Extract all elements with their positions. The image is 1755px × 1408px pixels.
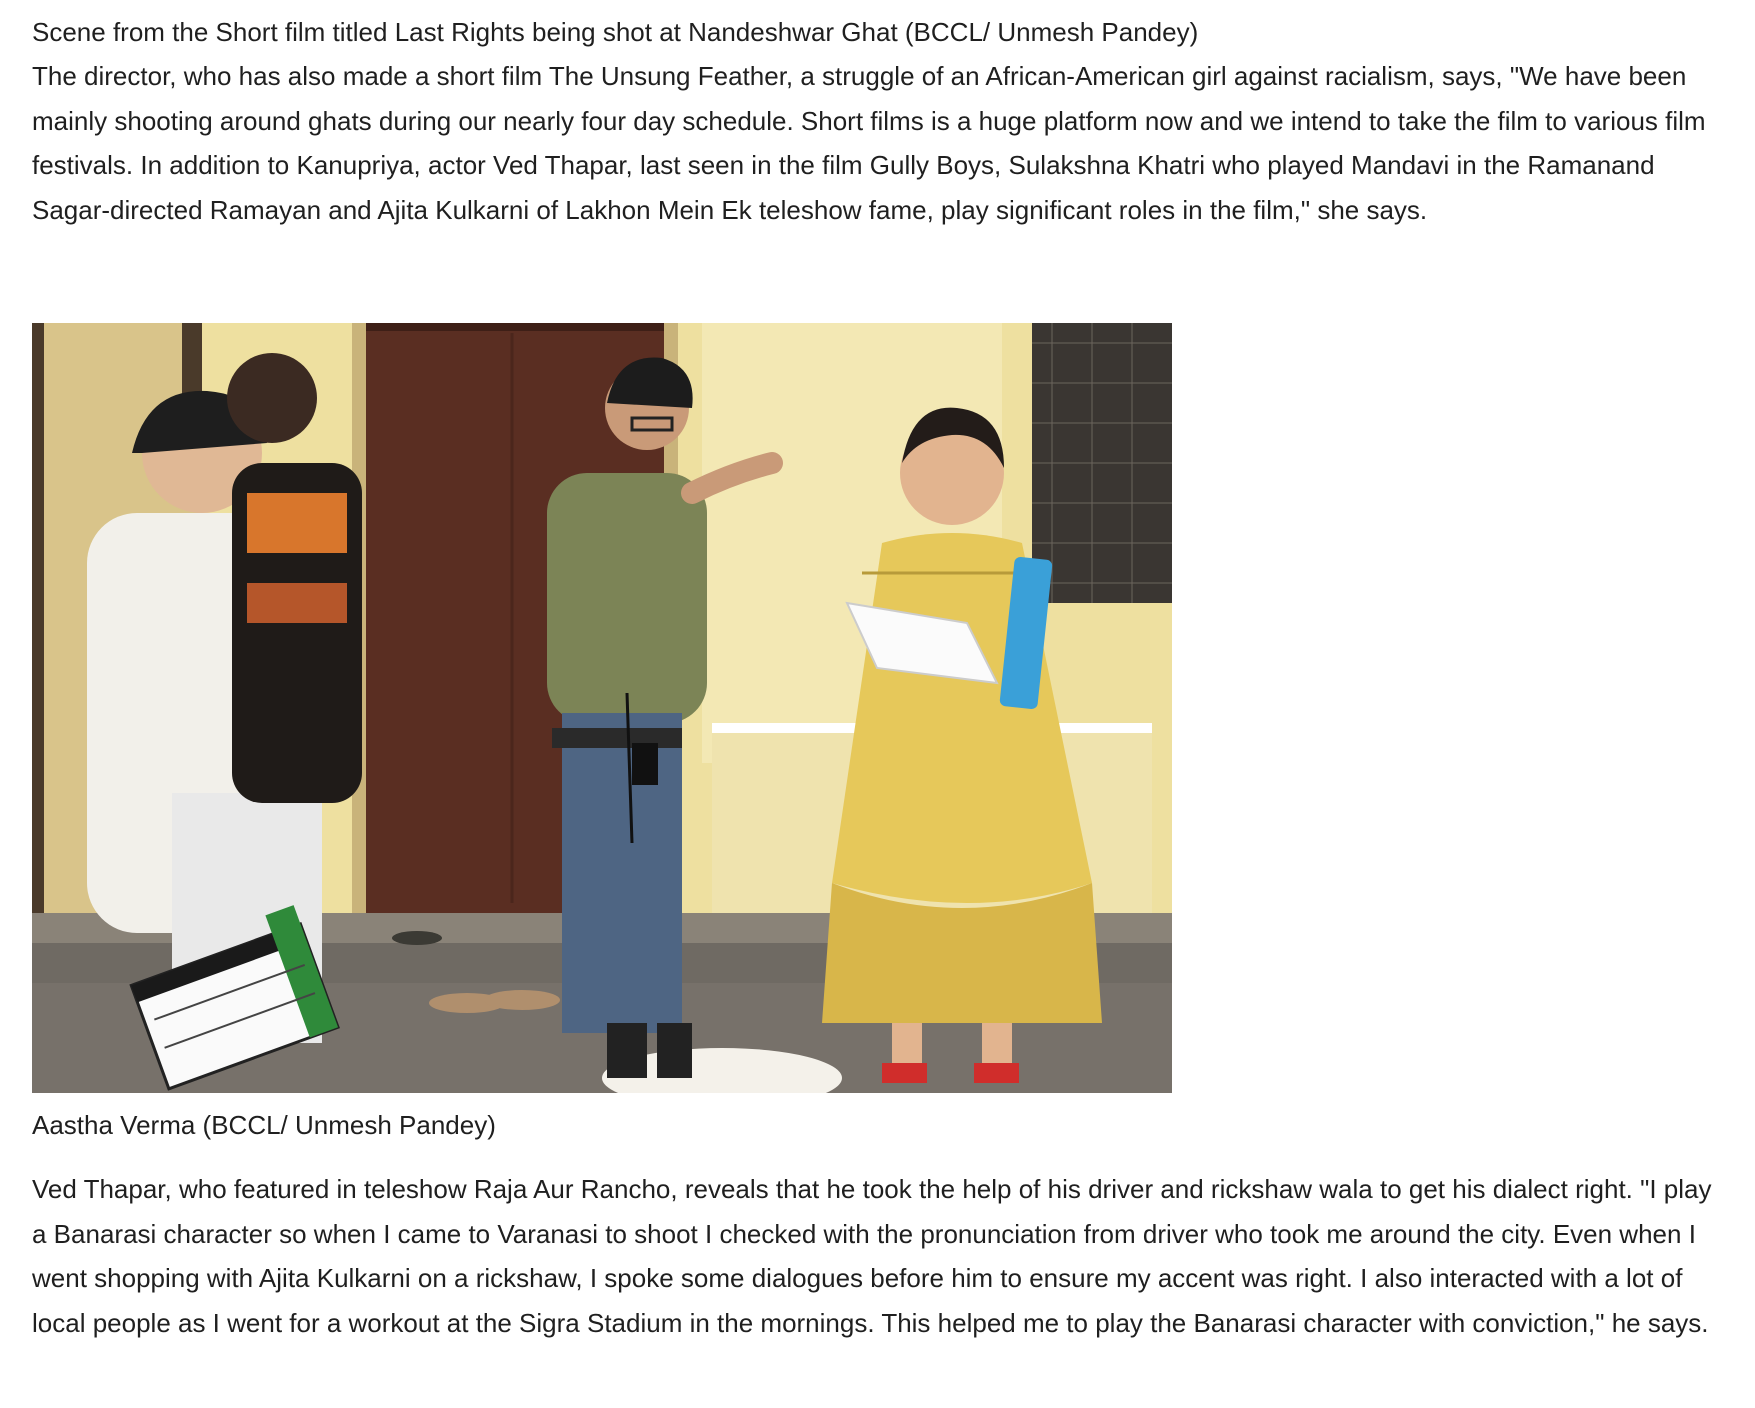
photo-caption-top: Scene from the Short film titled Last Rights being shot at Nandeshwar Ghat (BCCL/ Unmesh Pandey): [32, 17, 1199, 47]
film-set-photo-icon: [32, 323, 1172, 1093]
article-body: [32, 14, 1732, 232]
article-paragraph: The director, who has also made a short film The Unsung Feather, a struggle of an African-American girl against racialism, says, "We have been mainly shooting around ghats during our nearly four day schedule. Short films is a huge platform now and we intend to take the film to various film festivals. In addition to Kanupriya, actor Ved Thapar, last seen in the film Gully Boys, Sulakshna Khatri who played Mandavi in the Ramanand Sagar-directed Ramayan and Ajita Kulkarni of Lakhon Mein Ek teleshow fame, play significant roles in the film," she says.: [32, 61, 1706, 225]
article-photo: [32, 323, 1172, 1093]
article-paragraph: Ved Thapar, who featured in teleshow Raja Aur Rancho, reveals that he took the help of his driver and rickshaw wala to get his dialect right. "I play a Banarasi character so when I came to Varanasi to shoot I checked with the pronunciation from driver who took me around the city. Even when I went shopping with Ajita Kulkarni on a rickshaw, I spoke some dialogues before him to ensure my accent was right. I also interacted with a lot of local people as I went for a workout at the Sigra Stadium in the mornings. This helped me to play the Banarasi character with conviction," he says.: [32, 1174, 1712, 1338]
photo-caption: Aastha Verma (BCCL/ Unmesh Pandey): [32, 1110, 496, 1140]
